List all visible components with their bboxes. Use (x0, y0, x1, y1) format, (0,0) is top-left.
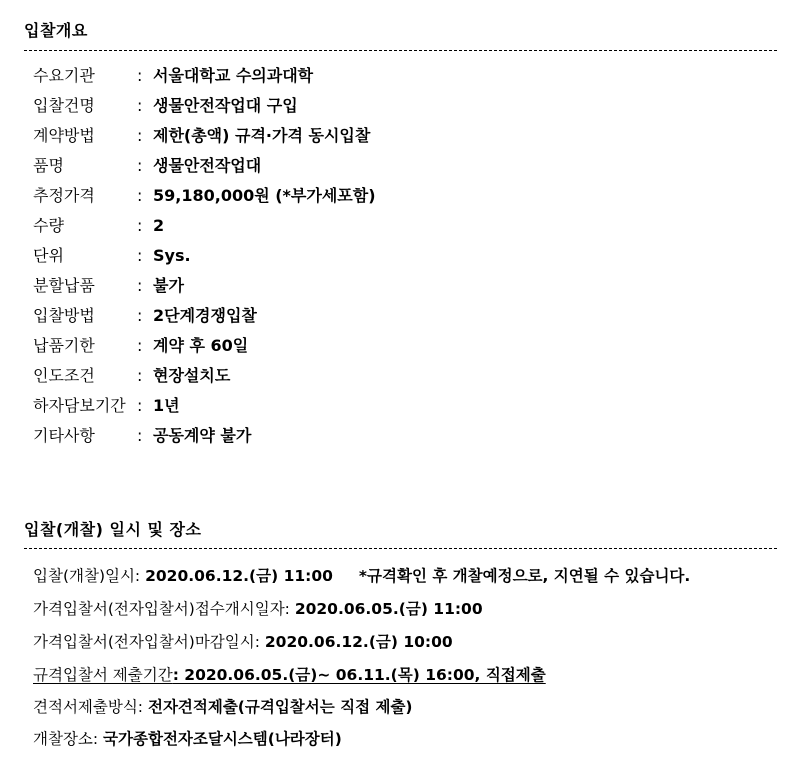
overview-colon: : (137, 126, 143, 145)
overview-label: 수요기관 (33, 66, 95, 85)
overview-label: 품명 (33, 156, 64, 175)
schedule-row (33, 593, 483, 625)
overview-colon: : (137, 396, 143, 415)
overview-row (33, 421, 251, 451)
overview-value: 계약 후 60일 (153, 336, 249, 355)
schedule-label: 규격입찰서 제출기간 (33, 666, 173, 684)
schedule-value: 국가종합전자조달시스템(나라장터) (103, 730, 342, 748)
overview-label: 하자담보기간 (33, 396, 126, 415)
overview-value: 서울대학교 수의과대학 (153, 66, 314, 85)
overview-value: 생물안전작업대 구입 (153, 96, 298, 115)
overview-value: Sys. (153, 246, 191, 265)
schedule-value: : 2020.06.05.(금)~ 06.11.(목) 16:00, 직접제출 (172, 666, 546, 684)
schedule-divider (24, 548, 777, 549)
overview-row (33, 61, 313, 91)
schedule-value: 2020.06.12.(금) 11:00 (145, 567, 333, 585)
overview-label: 추정가격 (33, 186, 95, 205)
overview-row (33, 151, 261, 181)
schedule-row (33, 723, 342, 755)
overview-label: 계약방법 (33, 126, 95, 145)
schedule-label: 개찰장소: (33, 730, 104, 748)
overview-colon: : (137, 306, 143, 325)
overview-value: 공동계약 불가 (153, 426, 252, 445)
overview-value: 불가 (153, 276, 184, 295)
overview-value: 1년 (153, 396, 180, 415)
overview-row (33, 391, 180, 421)
overview-colon: : (137, 66, 143, 85)
overview-row (33, 241, 191, 271)
overview-row (33, 271, 184, 301)
schedule-label: 견적서제출방식: (33, 698, 148, 716)
schedule-label: 가격입찰서(전자입찰서)마감일시: (33, 633, 265, 651)
overview-value: 제한(총액) 규격·가격 동시입찰 (153, 126, 371, 145)
schedule-row (33, 659, 546, 691)
overview-label: 분할납품 (33, 276, 95, 295)
overview-value: 59,180,000원 (*부가세포함) (153, 186, 376, 205)
overview-label: 단위 (33, 246, 64, 265)
overview-row (33, 301, 257, 331)
overview-value: 2단계경쟁입찰 (153, 306, 257, 325)
overview-colon: : (137, 366, 143, 385)
overview-label: 인도조건 (33, 366, 95, 385)
overview-row (33, 121, 370, 151)
overview-value: 2 (153, 216, 165, 235)
overview-label: 기타사항 (33, 426, 95, 445)
schedule-row (33, 560, 690, 592)
overview-row (33, 361, 230, 391)
overview-label: 입찰방법 (33, 306, 95, 325)
schedule-note: *규격확인 후 개찰예정으로, 지연될 수 있습니다. (358, 567, 691, 585)
overview-colon: : (137, 426, 143, 445)
overview-row (33, 211, 164, 241)
overview-row (33, 91, 298, 121)
overview-label: 납품기한 (33, 336, 95, 355)
overview-label: 수량 (33, 216, 64, 235)
schedule-label: 입찰(개찰)일시: (33, 567, 146, 585)
schedule-section-title: 입찰(개찰) 일시 및 장소 (24, 520, 202, 539)
schedule-row (33, 626, 453, 658)
overview-colon: : (137, 156, 143, 175)
schedule-row (33, 691, 413, 723)
overview-section-title: 입찰개요 (24, 21, 88, 40)
overview-colon: : (137, 276, 143, 295)
schedule-value: 전자견적제출(규격입찰서는 직접 제출) (147, 698, 413, 716)
overview-row (33, 331, 248, 361)
overview-row (33, 181, 376, 211)
overview-colon: : (137, 336, 143, 355)
overview-colon: : (137, 186, 143, 205)
overview-divider (24, 50, 777, 51)
overview-value: 현장설치도 (153, 366, 231, 385)
schedule-value: 2020.06.05.(금) 11:00 (294, 600, 483, 618)
schedule-value: 2020.06.12.(금) 10:00 (264, 633, 453, 651)
overview-colon: : (137, 96, 143, 115)
overview-colon: : (137, 246, 143, 265)
overview-label: 입찰건명 (33, 96, 95, 115)
overview-colon: : (137, 216, 143, 235)
overview-value: 생물안전작업대 (153, 156, 262, 175)
schedule-label: 가격입찰서(전자입찰서)접수개시일자: (33, 600, 295, 618)
